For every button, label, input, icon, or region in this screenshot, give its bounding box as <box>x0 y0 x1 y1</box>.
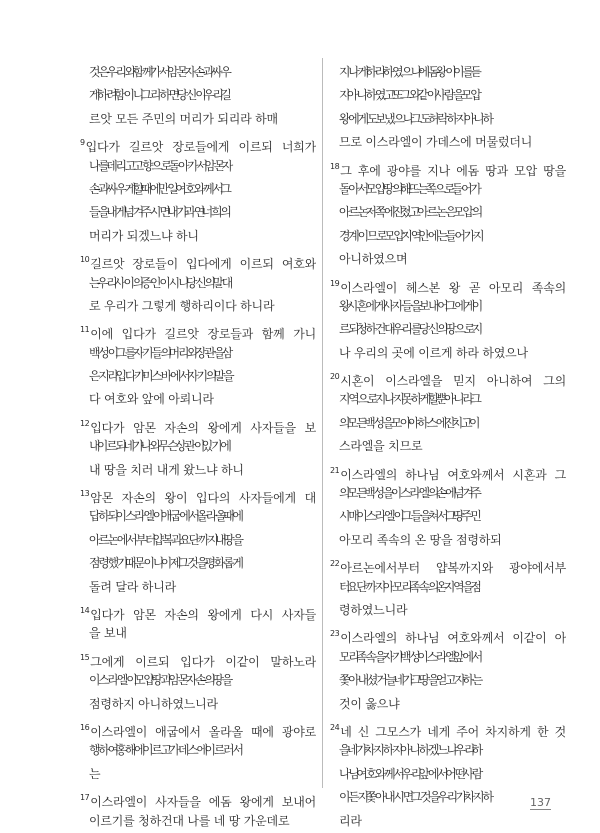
verse <box>330 365 566 459</box>
verse-line <box>80 739 316 762</box>
left-column <box>80 61 316 833</box>
verse-line <box>80 552 316 575</box>
verse-text: 아르논에서부터 얍복과 요단까지 내 땅을 <box>89 532 242 547</box>
verse-text: 아니하였으며 <box>339 252 408 267</box>
verse-number: 9 <box>80 138 85 148</box>
verse-line <box>330 295 566 318</box>
verse-text: 이스라엘이 헤스본 왕 곧 아모리 족속의 <box>340 280 566 295</box>
verse-line <box>80 786 316 809</box>
verse-text: 다 여호와 앞에 아뢰니라 <box>89 392 214 407</box>
verse-text: 이스라엘이 모압 땅과 암몬 자손의 땅을 <box>89 673 232 688</box>
verse <box>330 61 566 155</box>
verse-line <box>80 388 316 411</box>
verse-number: 22 <box>330 559 340 569</box>
verse <box>80 412 316 482</box>
verse <box>330 459 566 553</box>
verse <box>330 155 566 272</box>
verse-line <box>330 693 566 716</box>
verse-text: 이스라엘이 애굽에서 올라올 때에 광야로 <box>90 724 316 739</box>
verse-text: 네 신 그모스가 네게 주어 차지하게 한 것 <box>340 724 566 739</box>
verse-text: 르되 청하건대 우리를 당신의 땅으로 지 <box>339 322 482 337</box>
verse-text: 의 모든 백성을 이스라엘의 손에 넘겨 주 <box>339 486 480 501</box>
verse-line <box>80 248 316 271</box>
verse-line <box>330 739 566 762</box>
verse <box>80 716 316 786</box>
page-number: 137 <box>530 796 551 809</box>
verse-line <box>80 646 316 669</box>
verse <box>330 272 566 366</box>
verse-line <box>80 505 316 528</box>
verse-text: 는 우리 사이의 증인이시니 당신의 말대 <box>89 275 232 290</box>
verse-text: 쫓아내셨거늘 네가 그 땅을 얻고자 하는 <box>339 673 482 688</box>
verse-line <box>80 412 316 435</box>
verse-text: 그 후에 광야를 지나 에돔 땅과 모압 땅을 <box>340 163 566 178</box>
verse-text: 왕에게도 보냈으나 그도 허락하지 아니하 <box>339 111 492 126</box>
verse-text: 백성이 그를 자기들의 머리와 장관을 삼 <box>89 345 232 360</box>
verse-text: 아모리 족속의 온 땅을 점령하되 <box>339 532 502 547</box>
verse-text: 지나게 하라 하였으나 에돔 왕이 이를 듣 <box>339 65 480 79</box>
verse-line <box>330 576 566 599</box>
verse-number: 20 <box>330 372 340 382</box>
verse-line <box>330 716 566 739</box>
verse-line <box>80 435 316 458</box>
verse-text: 르앗 모든 주민의 머리가 되리라 하매 <box>89 111 278 126</box>
verse-line <box>80 669 316 692</box>
verse <box>330 622 566 716</box>
verse-text: 의 모든 백성을 모아 야하스에 진 치고 이 <box>339 415 479 430</box>
verse-number: 17 <box>80 793 90 803</box>
verse <box>80 599 316 646</box>
verse-text: 내 이르되 네가 나와 무슨 상관이 있기에 <box>89 439 230 454</box>
verse-line <box>330 84 566 107</box>
verse-text: 시혼이 이스라엘을 믿지 아니하여 그의 <box>340 374 566 389</box>
verse-text: 지 아니하였고 또 그와 같이 사람을 모압 <box>339 88 480 103</box>
verse-text: 그에게 이르되 입다가 이같이 말하노라 <box>90 654 316 669</box>
verse-line <box>80 342 316 365</box>
verse-text: 돌려 달라 하니라 <box>89 579 176 594</box>
verse-line <box>330 459 566 482</box>
verse-text: 은지라 입다가 미스바에서 자기의 말을 <box>89 369 233 384</box>
verse-line <box>80 576 316 599</box>
verse-text: 점령했기 때문이니 이제 그것을 평화롭게 <box>89 556 242 571</box>
verse-text: 입다가 길르앗 장로들에게 이르되 너희가 <box>85 140 316 155</box>
verse-line <box>330 108 566 131</box>
verse-line <box>80 716 316 739</box>
verse <box>330 552 566 622</box>
verse-text: 로 우리가 그렇게 행하리이다 하니라 <box>89 298 275 313</box>
verse-line <box>330 412 566 435</box>
verse-number: 21 <box>330 465 340 475</box>
verse-text: 것이 옳으냐 <box>339 696 400 711</box>
verse-line <box>330 155 566 178</box>
verse-number: 24 <box>330 722 340 732</box>
verse <box>80 318 316 412</box>
verse-line <box>80 178 316 201</box>
verse-line <box>80 272 316 295</box>
verse-line <box>80 295 316 318</box>
verse-text: 나 우리의 곳에 이르게 하라 하였으나 <box>339 345 528 360</box>
verse-line <box>330 201 566 224</box>
verse-text: 모리 족속을 자기 백성 이스라엘 앞에서 <box>339 649 482 664</box>
verse-number: 14 <box>80 605 90 615</box>
verse-text: 이든지 쫓아내시면 그것을 우리가 차지하 <box>339 790 492 805</box>
verse-line <box>330 763 566 786</box>
verse-line <box>80 763 316 786</box>
verse-number: 18 <box>330 161 340 171</box>
verse-text: 내 땅을 치러 내게 왔느냐 하니 <box>89 462 244 477</box>
verse-text: 이에 입다가 길르앗 장로들과 함께 가니 <box>90 327 316 342</box>
verse-number: 11 <box>80 325 90 335</box>
verse-line <box>80 108 316 131</box>
verse-line <box>80 810 316 833</box>
verse-line <box>330 248 566 271</box>
verse <box>80 131 316 248</box>
verse-line <box>330 810 566 833</box>
verse-line <box>80 459 316 482</box>
verse-text: 입다가 암몬 자손의 왕에게 다시 사자들 <box>90 607 316 622</box>
verse-text: 게 하려 함이니 그리하면 당신이 우리 길 <box>89 88 230 103</box>
verse-line <box>80 84 316 107</box>
verse-text: 을 네가 차지하지 아니하겠느냐 우리 하 <box>339 743 482 758</box>
verse-line <box>330 178 566 201</box>
verse-number: 13 <box>80 489 90 499</box>
verse-number: 19 <box>330 278 340 288</box>
verse-line <box>330 131 566 154</box>
verse-line <box>330 552 566 575</box>
verse-line <box>330 225 566 248</box>
verse-text: 이르기를 청하건대 나를 네 땅 가운데로 <box>89 813 290 828</box>
verse-line <box>330 646 566 669</box>
verse-line <box>330 622 566 645</box>
verse-line <box>330 505 566 528</box>
verse-line <box>330 599 566 622</box>
column-divider <box>322 58 323 788</box>
verse-line <box>80 693 316 716</box>
verse-line <box>80 61 316 84</box>
verse-line <box>80 529 316 552</box>
verse-text: 아르논에서부터 얍복까지와 광야에서부 <box>340 561 566 576</box>
verse-text: 터 요단까지 아모리 족속의 온 지역을 점 <box>339 579 480 594</box>
right-column <box>330 61 566 833</box>
verse-text: 돌아서 모압 땅의 해 뜨는 쪽으로 들어가 <box>339 181 480 196</box>
verse-text: 시매 이스라엘이 그들을 쳐서 그 땅 주민 <box>339 509 480 524</box>
verse-line <box>80 155 316 178</box>
verse-line <box>80 131 316 154</box>
verse-line <box>330 482 566 505</box>
verse-text: 입다가 암몬 자손의 왕에게 사자들을 보 <box>90 420 316 435</box>
verse-text: 들을 내게 넘겨 주시면 내가 과연 너희의 <box>89 205 230 220</box>
verse-text: 것은 우리와 함께 가서 암몬 자손과 싸우 <box>89 65 230 79</box>
verse-line <box>330 61 566 84</box>
verse-text: 손과 싸우게 할 때에 만일 여호와께서 그 <box>89 181 230 196</box>
verse-line <box>330 365 566 388</box>
verse-line <box>330 318 566 341</box>
verse-line <box>80 599 316 622</box>
verse-text: 지역으로 지나지 못하게 할 뿐 아니라 그 <box>339 392 480 407</box>
verse-text: 이스라엘의 하나님 여호와께서 이같이 아 <box>340 631 566 646</box>
verse-text: 아르논 저쪽에 진 쳤고 아르논은 모압의 <box>339 205 482 220</box>
verse-line <box>80 482 316 505</box>
verse-number: 15 <box>80 652 90 662</box>
verse-text: 리라 <box>339 813 362 828</box>
verse-text: 이스라엘이 사자들을 에돔 왕에게 보내어 <box>90 795 316 810</box>
verse-text: 왕 시혼에게 사자들을 보내어 그에게 이 <box>339 298 482 313</box>
verse-text: 나님 여호와께서 우리 앞에서 어떤 사람 <box>339 766 482 781</box>
verse-line <box>330 388 566 411</box>
verse-text: 므로 이스라엘이 가데스에 머물렀더니 <box>339 135 533 150</box>
verse-text: 길르앗 장로들이 입다에게 이르되 여호와 <box>90 257 316 272</box>
verse-line <box>330 529 566 552</box>
verse-line <box>330 342 566 365</box>
verse-text: 을 보내 <box>89 626 127 641</box>
verse-text: 스라엘을 치므로 <box>339 439 423 454</box>
verse-text: 령하였느니라 <box>339 602 408 617</box>
verse-line <box>80 622 316 645</box>
verse-text: 이스라엘의 하나님 여호와께서 시혼과 그 <box>340 467 566 482</box>
verse <box>80 646 316 716</box>
verse <box>330 716 566 833</box>
verse-line <box>330 435 566 458</box>
verse-text: 점령하지 아니하였느니라 <box>89 696 218 711</box>
verse-text: 경계이므로 모압 지역 안에는 들어가지 <box>339 228 483 243</box>
verse <box>80 482 316 599</box>
verse-line <box>330 272 566 295</box>
verse-text: 나를 데리고 고향으로 돌아가서 암몬 자 <box>89 158 232 173</box>
verse-text: 머리가 되겠느냐 하니 <box>89 228 199 243</box>
verse-number: 23 <box>330 629 340 639</box>
verse <box>80 786 316 833</box>
verse-line <box>80 225 316 248</box>
verse-line <box>80 201 316 224</box>
verse-text: 암몬 자손의 왕이 입다의 사자들에게 대 <box>90 491 316 506</box>
verse-number: 12 <box>80 418 90 428</box>
verse <box>80 248 316 318</box>
verse-line <box>80 365 316 388</box>
verse-text: 는 <box>89 766 101 781</box>
verse-number: 10 <box>80 255 90 265</box>
verse <box>80 61 316 131</box>
verse-number: 16 <box>80 722 90 732</box>
verse-text: 답하되 이스라엘이 애굽에서 올라올 때에 <box>89 509 242 524</box>
verse-line <box>330 669 566 692</box>
verse-text: 행하여 홍해에 이르고 가데스에 이르러서 <box>89 743 242 758</box>
verse-line <box>80 318 316 341</box>
